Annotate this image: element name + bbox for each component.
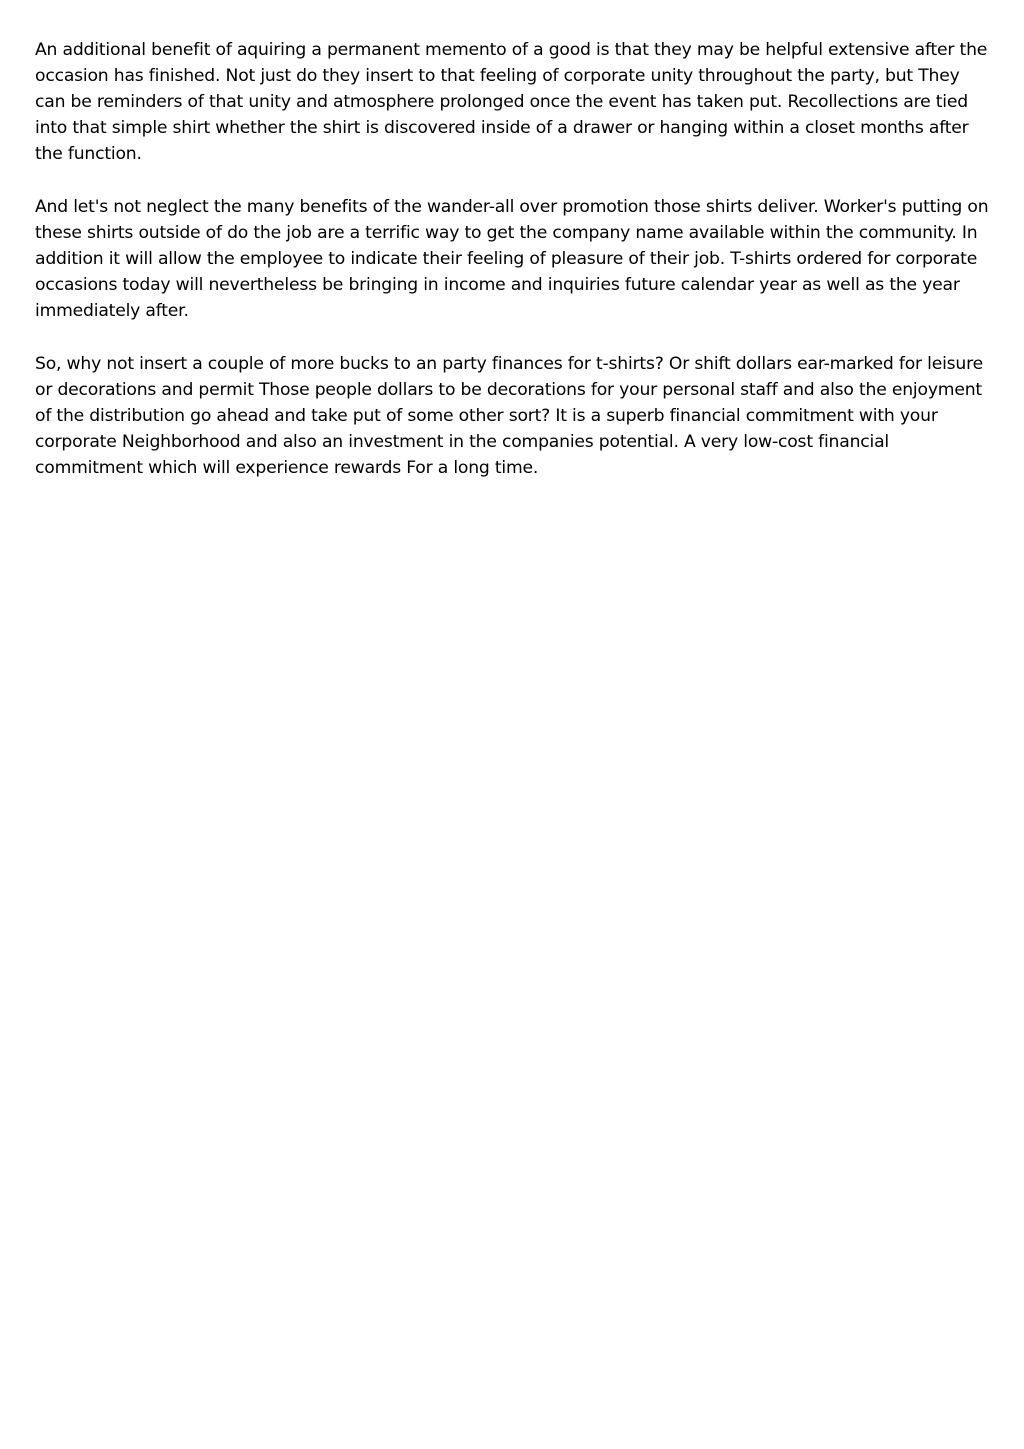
document-page [35, 37, 990, 508]
paragraph-2: And let's not neglect the many benefits of the wander-all over promotion those shirts deliver. Worker's putting on these shirts outside of do the job are a terrific way to get the company name available within the community. In addition it will allow the employee to indicate their feeling of pleasure of their job. T-shirts ordered for corporate occasions today will nevertheless be bringing in income and inquiries future calendar year as well as the year immediately after. [35, 197, 989, 321]
paragraph-1: An additional benefit of aquiring a permanent memento of a good is that they may be helpful extensive after the occasion has finished. Not just do they insert to that feeling of corporate unity throughout the party, but They can be reminders of that unity and atmosphere prolonged once the event has taken put. Recollections are tied into that simple shirt whether the shirt is discovered inside of a drawer or hanging within a closet months after the function. [35, 40, 988, 164]
paragraph-3: So, why not insert a couple of more bucks to an party finances for t-shirts? Or shift dollars ear-marked for leisure or decorations and permit Those people dollars to be decorations for your personal staff and also the enjoyment of the distribution go ahead and take put of some other sort? It is a superb financial commitment with your corporate Neighborhood and also an investment in the companies potential. A very low-cost financial commitment which will experience rewards For a long time. [35, 354, 983, 478]
